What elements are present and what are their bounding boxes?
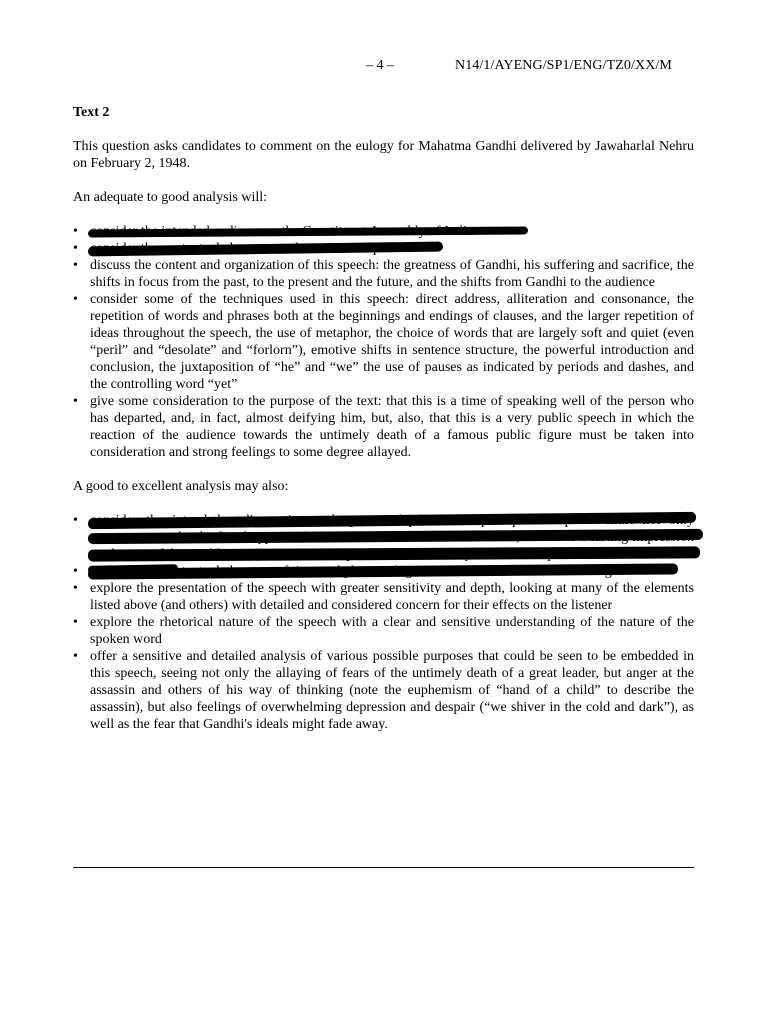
adequate-analysis-lead: An adequate to good analysis will: bbox=[73, 190, 268, 205]
page-number: – 4 – bbox=[366, 58, 394, 73]
excellent-analysis-lead: A good to excellent analysis may also: bbox=[73, 479, 289, 494]
excellent-analysis-list bbox=[73, 512, 694, 733]
document-code: N14/1/AYENG/SP1/ENG/TZ0/XX/M bbox=[455, 58, 672, 73]
bullet-icon: • bbox=[73, 258, 78, 273]
bullet-icon: • bbox=[73, 292, 78, 307]
bullet-icon: • bbox=[73, 224, 78, 239]
bullet-icon: • bbox=[73, 564, 78, 579]
list-item-text: explore the presentation of the speech with greater sensitivity and depth, looking at many of the elements listed above (and others) with detailed and considered concern for their effects on the listener bbox=[90, 581, 694, 613]
bullet-icon: • bbox=[73, 581, 78, 596]
list-item-text: consider some of the techniques used in this speech: direct address, alliteration and consonance, the repetition of words and phrases both at the beginnings and endings of clauses, and the larger repetition of ideas throughout the speech, the use of metaphor, the choice of words that are largely soft and quiet (even “peril” and “desolate” and “forlorn”), emotive shifts in sentence structure, the powerful introduction and conclusion, the juxtaposition of “he” and “we” the use of pauses as indicated by periods and dashes, and the controlling word “yet” bbox=[90, 292, 694, 392]
list-item bbox=[73, 614, 694, 648]
bullet-icon: • bbox=[73, 394, 78, 409]
bullet-icon: • bbox=[73, 241, 78, 256]
list-item bbox=[73, 648, 694, 733]
list-item-text: give some consideration to the purpose of the text: that this is a time of speaking well of the person who has departed, and, in fact, almost deifying him, but, also, that this is a very public speech in which the reaction of the audience towards the untimely death of a famous public figure must be taken into consideration and strong feelings to some degree allayed. bbox=[90, 394, 694, 460]
list-item-redacted bbox=[73, 512, 694, 563]
section-title: Text 2 bbox=[73, 105, 110, 120]
list-item-text: offer a sensitive and detailed analysis of various possible purposes that could be seen to be embedded in this speech, seeing not only the allaying of fears of the untimely death of a great leader, but anger at the assassin and others of his way of thinking (note the euphemism of “hand of a child” to describe the assassin), but also feelings of overwhelming depression and despair (“we shiver in the cold and dark”), as well as the fear that Gandhi's ideals might fade away. bbox=[90, 649, 694, 732]
bullet-icon: • bbox=[73, 649, 78, 664]
bullet-icon: • bbox=[73, 615, 78, 630]
list-item bbox=[73, 393, 694, 461]
list-item bbox=[73, 580, 694, 614]
list-item bbox=[73, 291, 694, 393]
list-item-text: discuss the content and organization of this speech: the greatness of Gandhi, his suffering and sacrifice, the shifts in focus from the past, to the present and the future, and the shifts from Gandhi to the audience bbox=[90, 258, 694, 290]
list-item bbox=[73, 257, 694, 291]
list-item-redacted bbox=[73, 563, 694, 580]
list-item-redacted bbox=[73, 240, 694, 257]
bullet-icon: • bbox=[73, 513, 78, 528]
question-intro: This question asks candidates to comment on the eulogy for Mahatma Gandhi delivered by Jawaharlal Nehru on February 2, 1948. bbox=[73, 139, 694, 171]
list-item-redacted bbox=[73, 223, 694, 240]
bottom-divider bbox=[73, 867, 694, 868]
markscheme-content bbox=[73, 104, 694, 750]
adequate-analysis-list bbox=[73, 223, 694, 461]
list-item-text: explore the rhetorical nature of the speech with a clear and sensitive understanding of the nature of the spoken word bbox=[90, 615, 694, 647]
